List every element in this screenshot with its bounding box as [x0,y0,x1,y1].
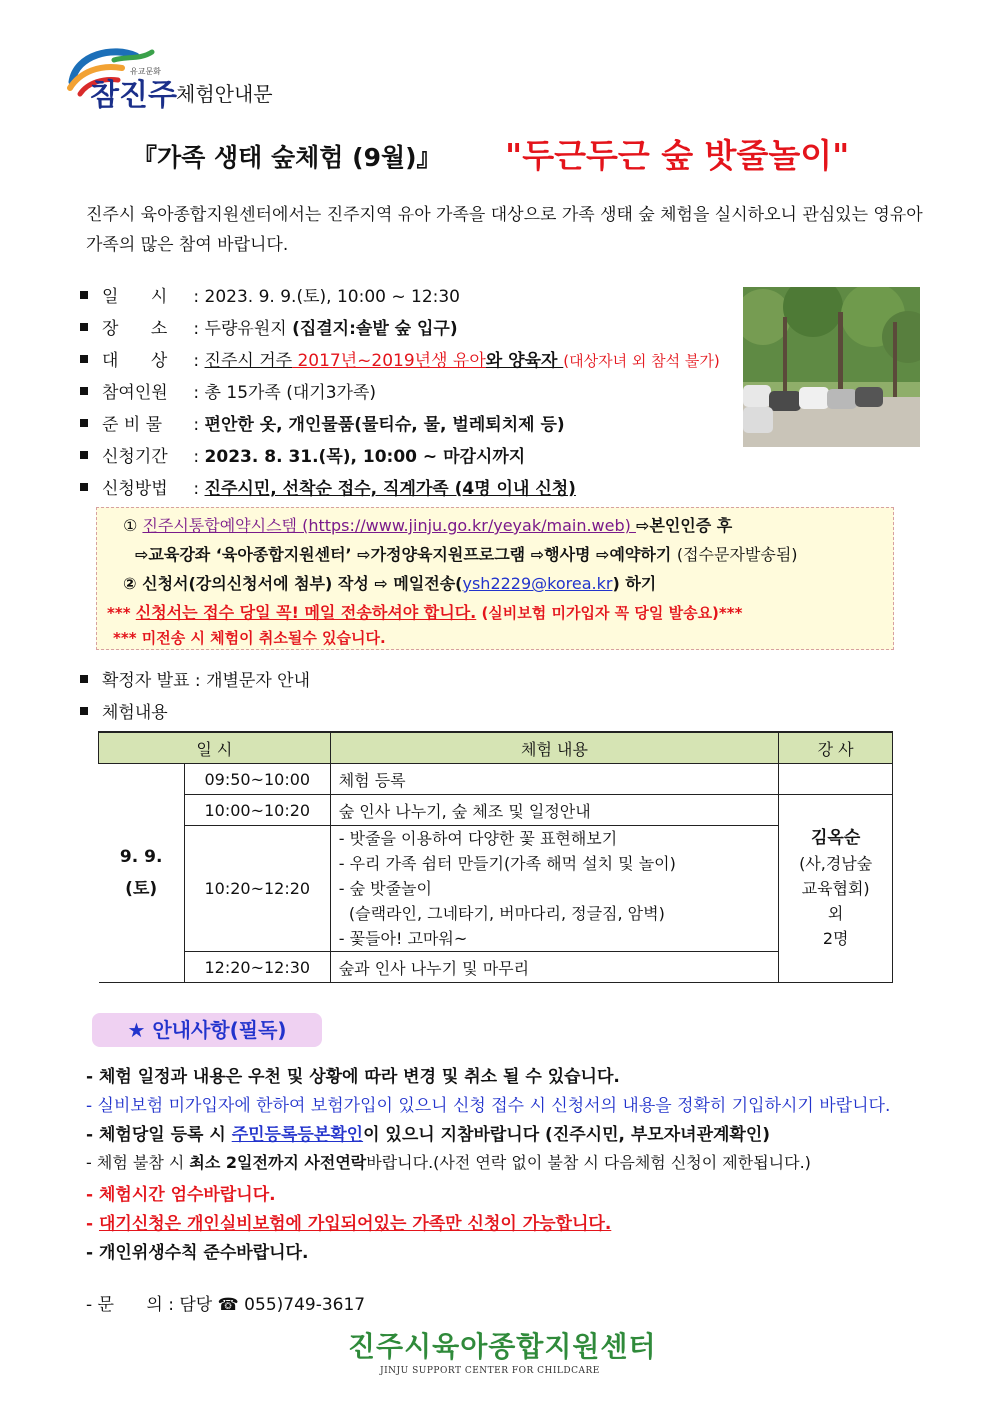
info-place-meeting: (집결지:솔밭 숲 입구) [292,319,458,339]
table-row [99,795,893,826]
guide-line-5: - 체험시간 엄수바랍니다. [86,1185,276,1205]
doc-label: 체험안내문 [176,82,273,106]
notice-line-4 [107,600,742,623]
notice-line-1 [123,513,732,536]
activity-item: - 우리 가족 쉼터 만들기(가족 해먹 설치 및 놀이) [338,854,676,873]
row-time: 09:50~10:00 [184,764,330,795]
guide-line-6-text: 대기신청은 개인실비보험에 가입되어있는 가족만 신청이 가능합니다. [98,1214,612,1234]
notice-line-5: *** 미전송 시 체험이 취소될수 있습니다. [113,629,386,647]
center-logo-english: JINJU SUPPORT CENTER FOR CHILDCARE [380,1366,600,1376]
schedule-table [98,731,893,983]
instructor-extra-1: 외 [827,904,844,923]
info-target-value: 진주시 거주 [204,351,293,371]
guide-line-3-text: - 체험당일 등록 시 [86,1125,232,1145]
info-method-label: 신청방법 [102,479,168,499]
center-logo [348,1325,657,1365]
info-place-label: 장 소 [102,319,168,339]
guide-line-6-dash: - [86,1214,99,1234]
guide-line-4 [86,1150,811,1173]
notice-line-2-text: ⇨교육강좌 ‘육아종합지원센터’ ⇨가정양육지원프로그램 ⇨행사명 ⇨예약하기 [135,545,677,564]
info-method: 신청방법 : 진주시민, 선착순 접수, 직계가족 (4명 이내 신청) [80,474,576,498]
info-period-label: 신청기간 [102,447,168,467]
resident-registration-link: 주민등록등본확인 [231,1125,364,1145]
guide-line-4-text: - 체험 불참 시 [86,1153,190,1172]
info-target: 대 상 : 진주시 거주 2017년~2019년생 유아와 양육자 (대상자녀 외 참석 불가) [80,346,720,370]
logo-text: 참진주 [90,78,177,113]
schedule-header-row [99,732,893,764]
row-content-list [330,826,779,952]
bullet-icon [80,707,88,715]
contact-row: - 문 의 : 담당 ☎ 055)749-3617 [86,1295,366,1315]
bullet-icon [80,323,88,331]
instructor-extra-2: 2명 [822,929,849,948]
row-content: 숲 인사 나누기, 숲 체조 및 일정안내 [330,795,779,826]
email-link[interactable]: ysh2229@korea.kr [462,574,613,593]
logo-small-text: 유교문화 [130,67,161,76]
info-date: 일 시 : 2023. 9. 9.(토), 10:00 ~ 12:30 [80,282,460,306]
info-target-note: (대상자녀 외 참석 불가) [563,352,720,370]
table-row [99,826,893,952]
info-prep-value: 편안한 옷, 개인물품(물티슈, 물, 벌레퇴치제 등) [204,415,565,435]
header-datetime: 일 시 [99,732,331,764]
row-time: 12:20~12:30 [184,952,330,983]
bullet-icon [80,675,88,683]
info-prep-label: 준 비 물 [102,415,163,435]
info-target-label: 대 상 [102,351,168,371]
content-row [80,698,168,722]
guide-line-3 [86,1120,770,1145]
row-instructor-empty [779,764,893,795]
guide-line-7: - 개인위생수칙 준수바랍니다. [86,1243,309,1263]
info-method-value: 진주시민, 선착순 접수, 직계가족 (4명 이내 신청) [204,479,576,499]
announce-row: 확정자 발표 : 개별문자 안내 [80,666,310,690]
bullet-icon [80,483,88,491]
schedule-day: (토) [125,879,158,899]
instructor-cell [779,795,893,983]
row-time: 10:00~10:20 [184,795,330,826]
row-content: 숲과 인사 나누기 및 마무리 [330,952,779,983]
activity-item: - 꽃들아! 고마워~ [338,929,468,948]
guide-line-6 [86,1209,611,1234]
guide-line-4-tail: 바랍니다.(사전 연락 없이 불참 시 다음체험 신청이 제한됩니다.) [366,1153,811,1172]
contact-label: - 문 의 [86,1295,163,1315]
info-place: 장 소 : 두량유원지 (집결지:솔밭 숲 입구) [80,314,458,338]
notice-line-3-tail: ) 하기 [612,574,657,593]
header-content: 체험 내용 [330,732,779,764]
bullet-icon [80,451,88,459]
intro-paragraph: 진주시 육아종합지원센터에서는 진주지역 유아 가족을 대상으로 가족 생태 숲 체험을 실시하오니 관심있는 영유아 가족의 많은 참여 바랍니다. [86,205,923,255]
instructor-name: 김옥순 [811,828,861,848]
announce-label: 확정자 발표 [102,671,190,691]
notice-line-3 [123,571,656,594]
notice-stars: *** [107,604,136,622]
forest-photo [743,287,920,447]
table-row [99,952,893,983]
info-target-age: 2017년~2019년생 유아 [292,351,486,371]
guide-line-2: - 실비보험 미가입자에 한하여 보험가입이 있으니 신청 접수 시 신청서의 내용을 정확히 기입하시기 바랍니다. [86,1096,891,1116]
info-count-value: 총 15가족 (대기3가족) [204,383,377,403]
schedule-date: 9. 9. [119,847,163,867]
header-instructor: 강 사 [779,732,893,764]
row-time: 10:20~12:20 [184,826,330,952]
page-title: 『가족 생태 숲체험 (9월)』 [132,143,442,172]
notice-line-2-note: (접수문자발송됨) [676,545,798,564]
bullet-icon [80,355,88,363]
guide-line-4-bold: 최소 2일전까지 사전연락 [189,1153,367,1172]
info-target-guardian: 와 양육자 [485,351,564,371]
guide-line-1: - 체험 일정과 내용은 우천 및 상황에 따라 변경 및 취소 될 수 있습니다. [86,1067,620,1087]
notice-line-4-tail: (실비보험 미가입자 꼭 당일 발송요)*** [476,604,743,622]
center-logo-text: 진주시육아종합지원센터 [348,1330,657,1363]
notice-step-1-number: ① [123,516,138,535]
reservation-system-link[interactable]: 진주시통합예약시스템 (https://www.jinju.go.kr/yeyak/main.web) [142,516,636,535]
row-content: 체험 등록 [330,764,779,795]
info-prep: 준 비 물 : 편안한 옷, 개인물품(물티슈, 물, 벌레퇴치제 등) [80,410,565,434]
contact-value: 담당 ☎ 055)749-3617 [179,1295,366,1315]
activity-item: (슬랙라인, 그네타기, 버마다리, 정글짐, 암벽) [338,904,665,923]
info-period-value: 2023. 8. 31.(목), 10:00 ~ 마감시까지 [204,447,526,467]
notice-line-2 [135,542,798,565]
activity-item: - 숲 밧줄놀이 [338,879,432,898]
activity-item: - 밧줄을 이용하여 다양한 꽃 표현해보기 [338,829,618,848]
info-place-value: 두량유원지 [204,319,293,339]
table-row [99,764,893,795]
content-label: 체험내용 [102,703,168,723]
info-date-label: 일 시 [102,287,168,307]
info-period: 신청기간 : 2023. 8. 31.(목), 10:00 ~ 마감시까지 [80,442,525,466]
guide-line-3-tail: 이 있으니 지참바랍니다 (진주시민, 부모자녀관계확인) [363,1125,771,1145]
notice-line-4-main: 신청서는 접수 당일 꼭! 메일 전송하셔야 합니다. [135,603,477,622]
bullet-icon [80,291,88,299]
announce-value: 개별문자 안내 [206,671,310,691]
guide-title: ★ 안내사항(필독) [92,1013,322,1047]
notice-line-3-text: ② 신청서(강의신청서에 첨부) 작성 ⇨ 메일전송( [123,574,463,593]
info-date-value: 2023. 9. 9.(토), 10:00 ~ 12:30 [204,287,460,307]
info-count: 참여인원 : 총 15가족 (대기3가족) [80,378,376,402]
application-notice-box [96,507,894,650]
instructor-org-1: (사,경남숲 [799,854,873,873]
bullet-icon [80,387,88,395]
page-subtitle: "두근두근 숲 밧줄놀이" [505,136,850,175]
bullet-icon [80,419,88,427]
schedule-date-cell [99,764,185,983]
info-count-label: 참여인원 [102,383,168,403]
notice-line-1-rest: ⇨본인인증 후 [635,516,733,535]
instructor-org-2: 교육협회) [801,879,870,898]
